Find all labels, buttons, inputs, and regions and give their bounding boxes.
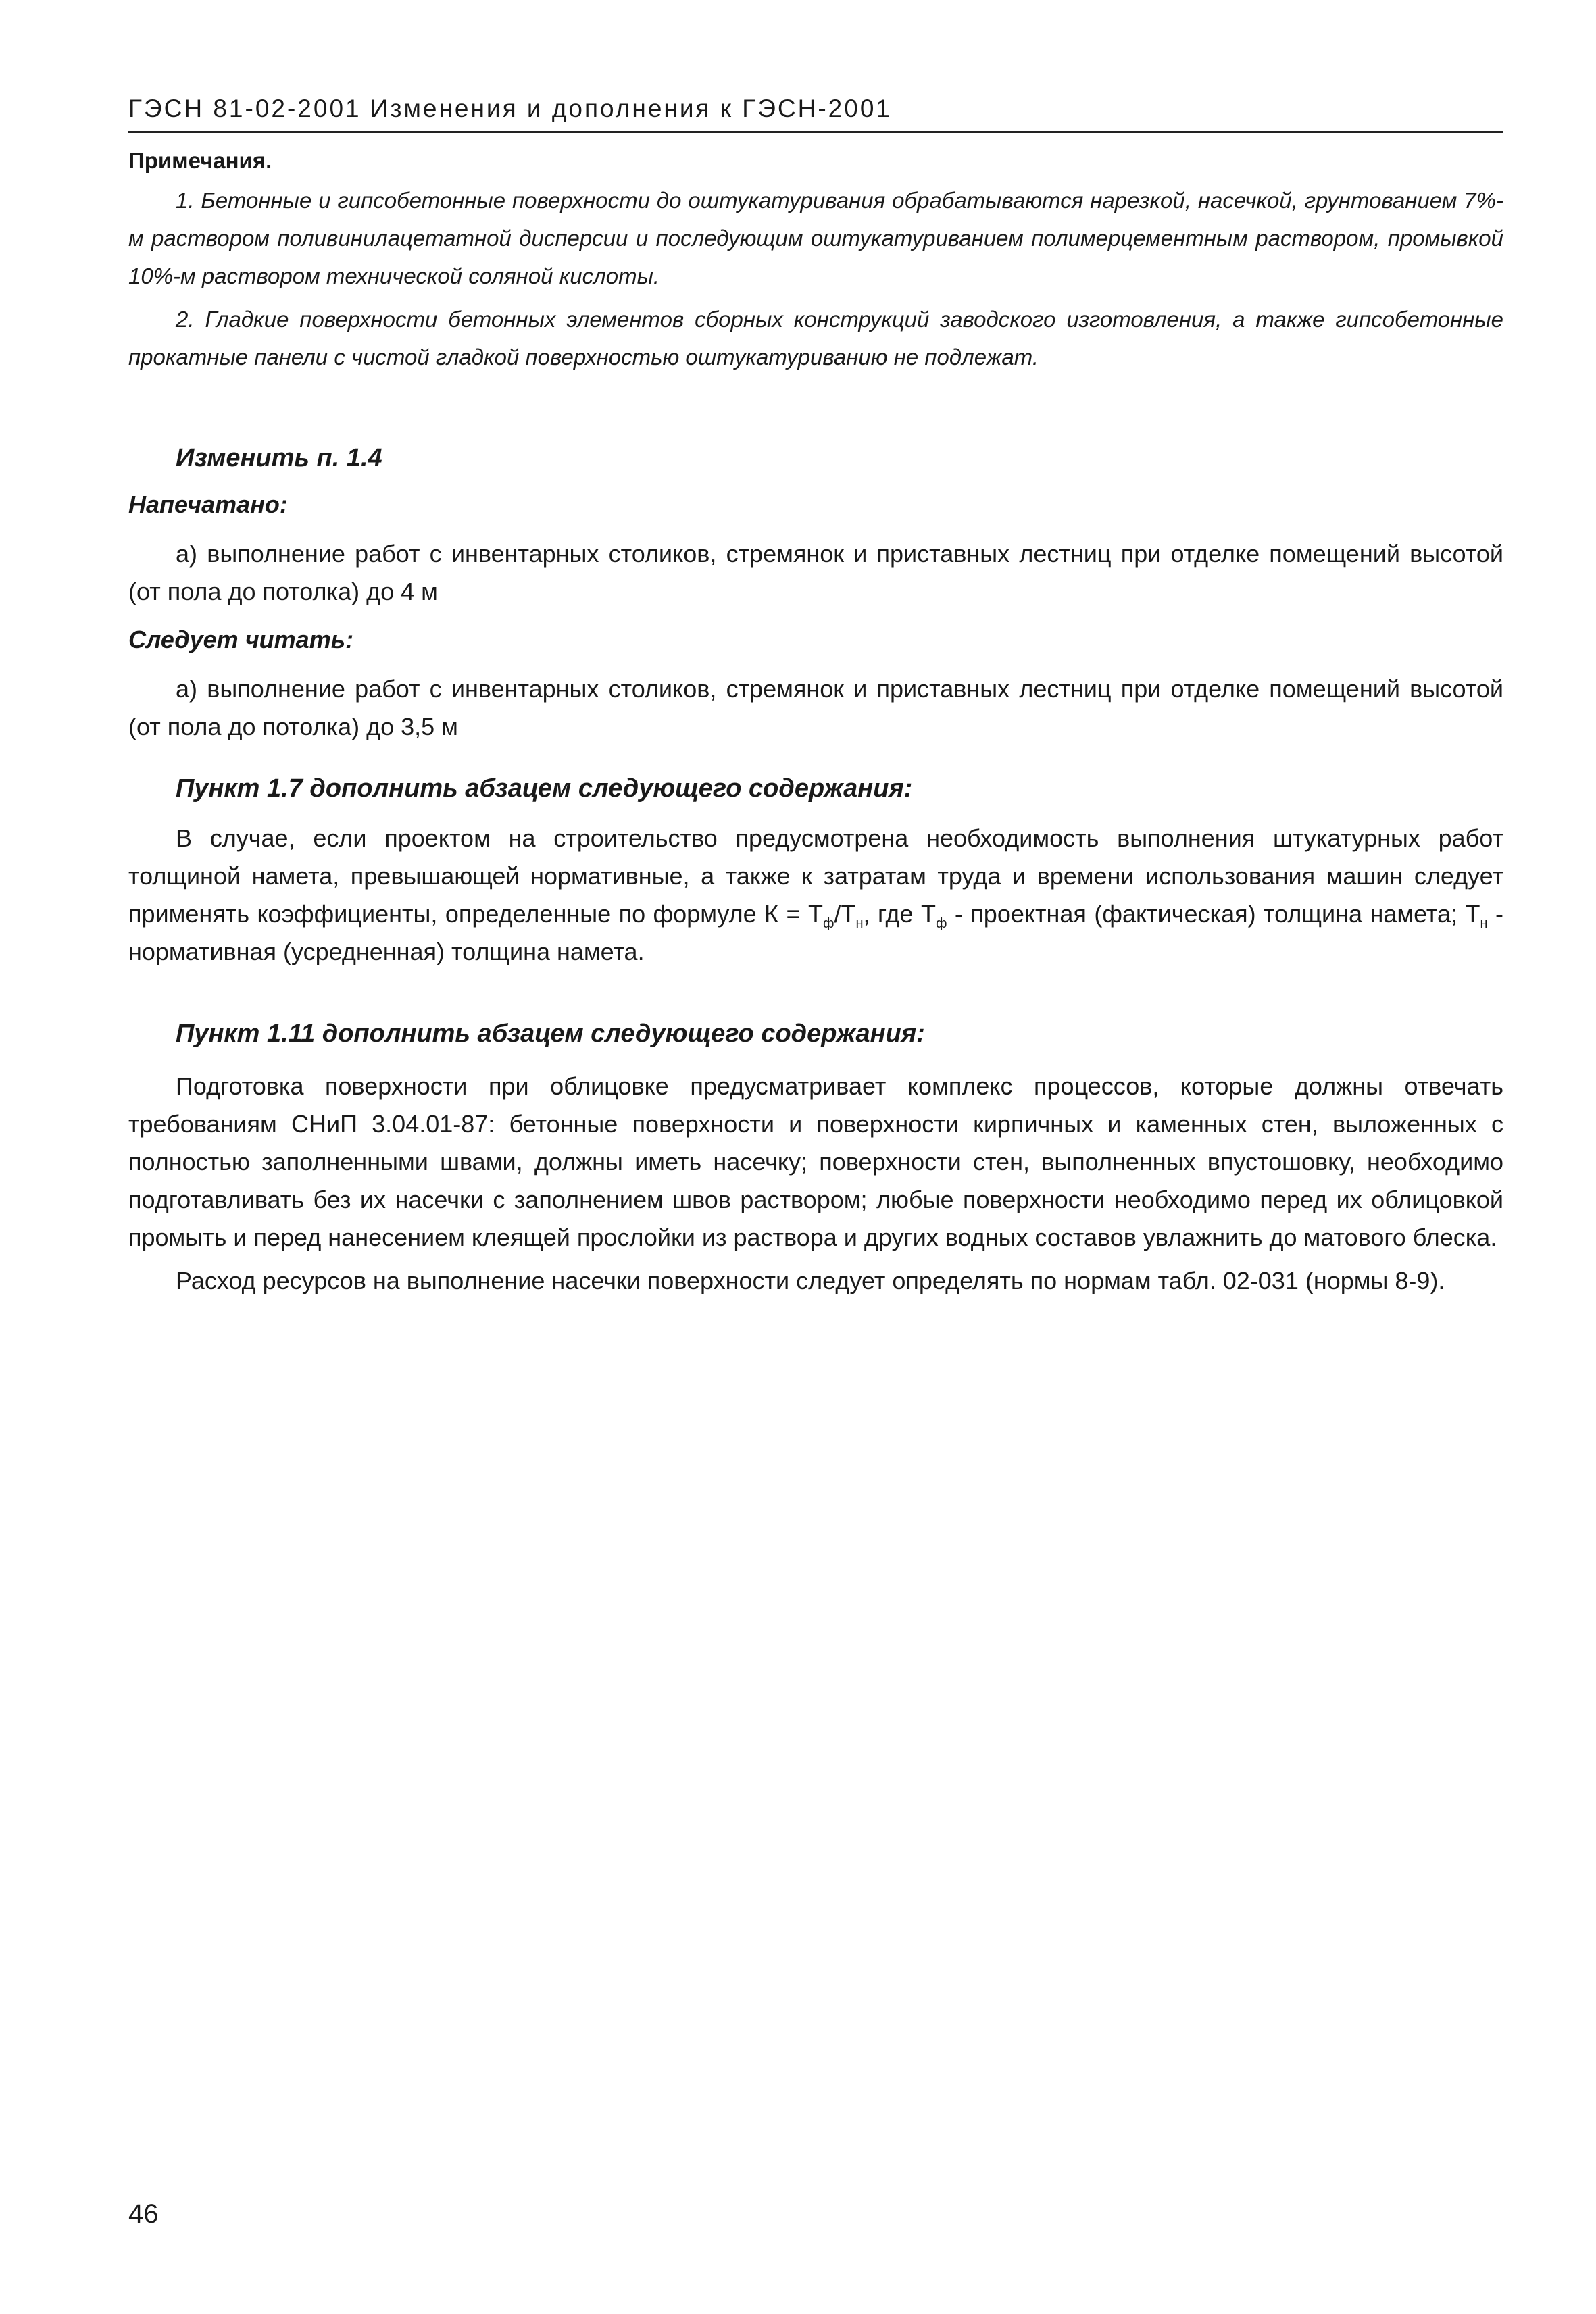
addition-1-11-para2: Расход ресурсов на выполнение насечки поверхности следует определять по нормам табл. 02-031 (нормы 8-9). [176, 1267, 1445, 1294]
page-header: ГЭСН 81-02-2001 Изменения и дополнения к ГЭСН-2001 [128, 95, 1503, 133]
change-1-4-title: Изменить п. 1.4 [176, 444, 382, 472]
note-1: 1. Бетонные и гипсобетонные поверхности до оштукатуривания обрабатываются нарезкой, насечкой, грунтованием 7%-м раствором поливинилацетатной дисперсии и последующим оштукатуриванием полимерцементным раствором, промывкой 10%-м раствором технической соляной кислоты. [128, 188, 1503, 288]
subscript-n: н [855, 916, 864, 931]
printed-text: а) выполнение работ с инвентарных столиков, стремянок и приставных лестниц при отделке помещений высотой (от пола до потолка) до 4 м [128, 540, 1503, 605]
addition-1-7-text [128, 820, 1503, 971]
formula-text-part3: - проектная (фактическая) толщина намета; Т [947, 900, 1480, 928]
subscript-n-2: н [1480, 916, 1488, 931]
page-number: 46 [128, 2199, 159, 2229]
read-text: а) выполнение работ с инвентарных столиков, стремянок и приставных лестниц при отделке помещений высотой (от пола до потолка) до 3,5 м [128, 675, 1503, 740]
subscript-f: ф [822, 916, 834, 931]
formula-text-part1: В случае, если проектом на строительство предусмотрена необходимость выполнения штукатурных работ толщиной намета, превышающей нормативные, а также к затратам труда и времени использования машин следует применять коэффициенты, определенные по формуле К = Т [128, 824, 1503, 928]
notes-title: Примечания. [128, 148, 272, 173]
addition-1-11-para1: Подготовка поверхности при облицовке предусматривает комплекс процессов, которые должны отвечать требованиям СНиП 3.04.01-87: бетонные поверхности и поверхности кирпичных и каменных стен, выложенных с полностью заполненными швами, должны иметь насечку; поверхности стен, выполненных впустошовку, необходимо подготавливать без их насечки с заполнением швов раствором; любые поверхности необходимо перед их облицовкой промыть и перед нанесением клеящей прослойки из раствора и других водных составов увлажнить до матового блеска. [128, 1072, 1503, 1251]
printed-label: Напечатано: [128, 491, 288, 518]
read-label: Следует читать: [128, 626, 354, 653]
formula-text-part2: , где Т [863, 900, 936, 928]
formula-text-part4: - нормативная (усредненная) толщина намета. [128, 900, 1503, 965]
formula-slash: /Т [834, 900, 856, 928]
document-page [128, 95, 1503, 1300]
subscript-f-2: ф [935, 916, 947, 931]
note-2: 2. Гладкие поверхности бетонных элементов сборных конструкций заводского изготовления, а также гипсобетонные прокатные панели с чистой гладкой поверхностью оштукатуриванию не подлежат. [128, 307, 1503, 370]
addition-1-11-title: Пункт 1.11 дополнить абзацем следующего содержания: [176, 1020, 925, 1048]
addition-1-7-title: Пункт 1.7 дополнить абзацем следующего содержания: [176, 774, 913, 803]
